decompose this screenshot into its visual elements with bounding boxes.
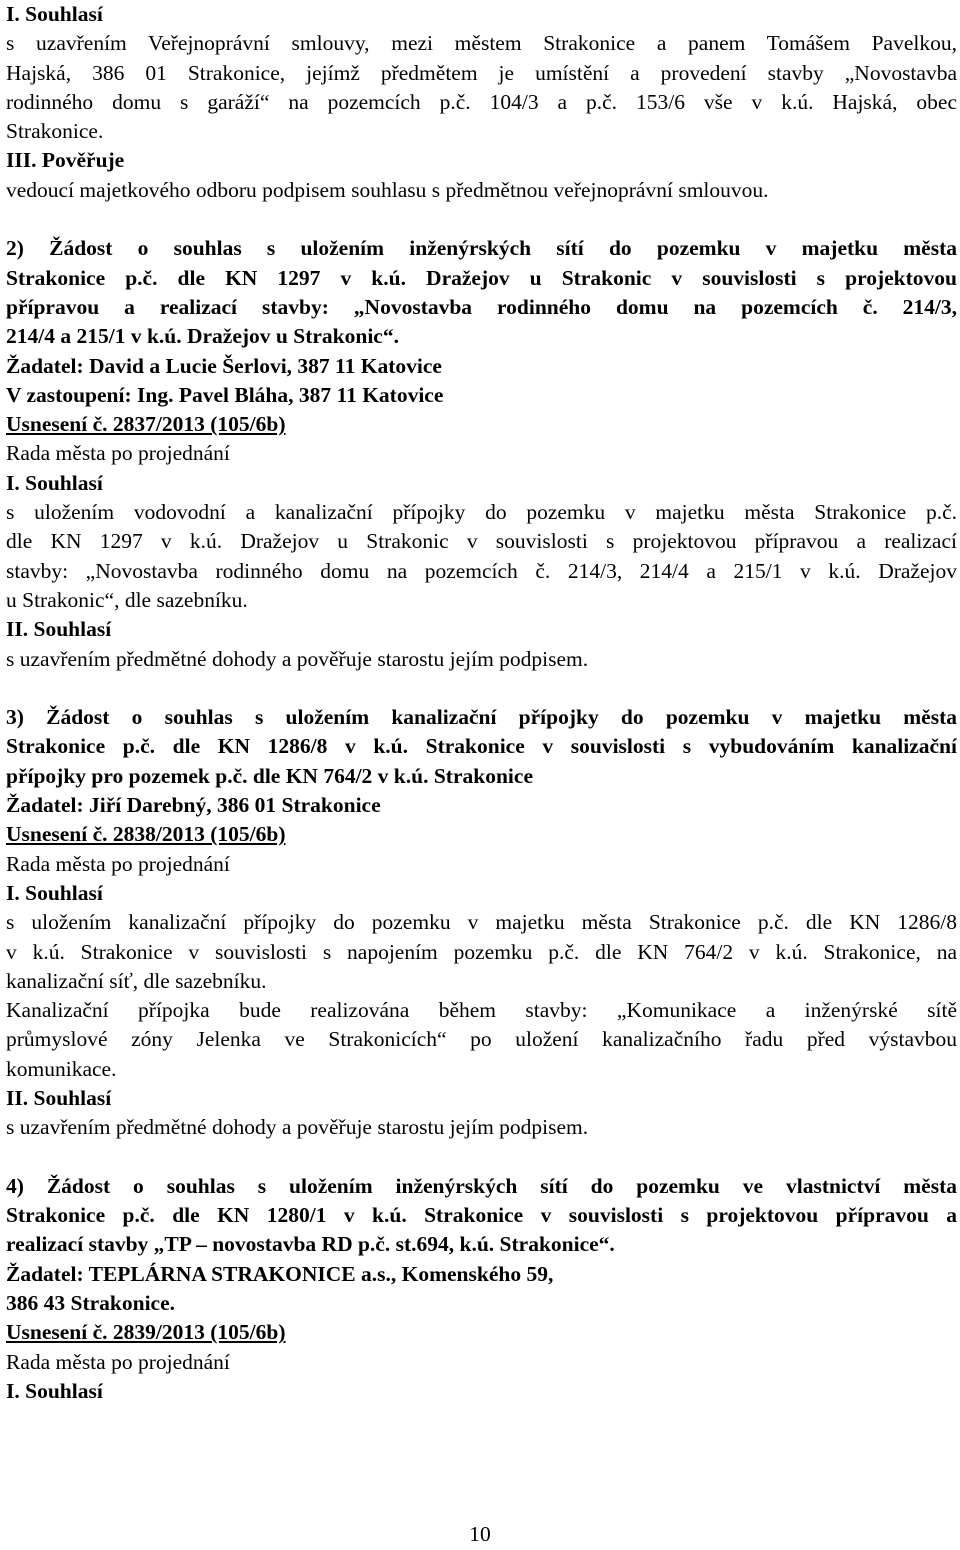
item-4-applicant: Žadatel: TEPLÁRNA STRAKONICE a.s., Komenského 59,	[6, 1261, 554, 1286]
item-4-title: 4) Žádost o souhlas s uložením inženýrských sítí do pozemku ve vlastnictví města	[6, 1173, 957, 1198]
paragraph-line: s uložením vodovodní a kanalizační přípojky do pozemku v majetku města Strakonice p.č.	[6, 500, 957, 525]
item-2-heading-souhlasi-2: II. Souhlasí	[6, 617, 112, 642]
paragraph-line: v k.ú. Strakonice v souvislosti s napojením pozemku p.č. dle KN 764/2 v k.ú. Strakonice, na	[6, 939, 957, 964]
item-3-resolution: Usnesení č. 2838/2013 (105/6b)	[6, 822, 286, 847]
item-4-heading-souhlasi: I. Souhlasí	[6, 1378, 103, 1403]
paragraph-line: rodinného domu s garáží“ na pozemcích p.č. 104/3 a p.č. 153/6 vše v k.ú. Hajská, obec	[6, 89, 957, 114]
item-3-heading-souhlasi-2: II. Souhlasí	[6, 1085, 112, 1110]
paragraph-line: vedoucí majetkového odboru podpisem souhlasu s předmětnou veřejnoprávní smlouvou.	[6, 177, 769, 202]
paragraph-line: Kanalizační přípojka bude realizována během stavby: „Komunikace a inženýrské sítě	[6, 998, 957, 1023]
document-page	[6, 0, 957, 1406]
paragraph-line: s uzavřením Veřejnoprávní smlouvy, mezi městem Strakonice a panem Tomášem Pavelkou,	[6, 31, 957, 56]
item-2-title: 2) Žádost o souhlas s uložením inženýrských sítí do pozemku v majetku města	[6, 236, 957, 261]
item-3-applicant: Žadatel: Jiří Darebný, 386 01 Strakonice	[6, 793, 381, 818]
paragraph-line: kanalizační síť, dle sazebníku.	[6, 968, 267, 993]
item-3-title: Strakonice p.č. dle KN 1286/8 v k.ú. Strakonice v souvislosti s vybudováním kanalizační	[6, 734, 957, 759]
item-2-title: Strakonice p.č. dle KN 1297 v k.ú. Dražejov u Strakonic v souvislosti s projektovou	[6, 265, 957, 290]
item-4-resolution: Usnesení č. 2839/2013 (105/6b)	[6, 1320, 286, 1345]
heading-poveruje: III. Pověřuje	[6, 148, 125, 173]
item-2-title: 214/4 a 215/1 v k.ú. Dražejov u Strakonic“.	[6, 324, 399, 349]
item-2-title: přípravou a realizací stavby: „Novostavba rodinného domu na pozemcích č. 214/3,	[6, 294, 957, 319]
item-4-applicant-address: 386 43 Strakonice.	[6, 1291, 176, 1316]
item-4-title: Strakonice p.č. dle KN 1280/1 v k.ú. Strakonice v souvislosti s projektovou přípravou a	[6, 1203, 957, 1228]
paragraph-line: Strakonice.	[6, 119, 104, 144]
item-3-heading-souhlasi: I. Souhlasí	[6, 880, 103, 905]
paragraph-line: s uzavřením předmětné dohody a pověřuje starostu jejím podpisem.	[6, 646, 589, 671]
item-4-title: realizací stavby „TP – novostavba RD p.č. st.694, k.ú. Strakonice“.	[6, 1232, 615, 1257]
item-4-council: Rada města po projednání	[6, 1349, 230, 1374]
paragraph-line: průmyslové zóny Jelenka ve Strakonicích“ po uložení kanalizačního řadu před výstavbou	[6, 1027, 957, 1052]
paragraph-line: dle KN 1297 v k.ú. Dražejov u Strakonic v souvislosti s projektovou přípravou a realizací	[6, 529, 957, 554]
paragraph-line: u Strakonic“, dle sazebníku.	[6, 587, 248, 612]
paragraph-line: Hajská, 386 01 Strakonice, jejímž předmětem je umístění a provedení stavby „Novostavba	[6, 60, 957, 85]
paragraph-line: s uložením kanalizační přípojky do pozemku v majetku města Strakonice p.č. dle KN 1286/8	[6, 910, 957, 935]
paragraph-line: stavby: „Novostavba rodinného domu na pozemcích č. 214/3, 214/4 a 215/1 v k.ú. Dražejov	[6, 558, 957, 583]
paragraph-line: komunikace.	[6, 1056, 117, 1081]
item-2-representative: V zastoupení: Ing. Pavel Bláha, 387 11 Katovice	[6, 382, 444, 407]
page-number: 10	[469, 1522, 491, 1546]
item-2-heading-souhlasi: I. Souhlasí	[6, 470, 103, 495]
paragraph-line: s uzavřením předmětné dohody a pověřuje starostu jejím podpisem.	[6, 1115, 589, 1140]
item-3-title: přípojky pro pozemek p.č. dle KN 764/2 v k.ú. Strakonice	[6, 763, 533, 788]
item-2-council: Rada města po projednání	[6, 441, 230, 466]
item-3-title: 3) Žádost o souhlas s uložením kanalizační přípojky do pozemku v majetku města	[6, 705, 957, 730]
item-3-council: Rada města po projednání	[6, 851, 230, 876]
heading-souhlasi: I. Souhlasí	[6, 2, 103, 26]
item-2-resolution: Usnesení č. 2837/2013 (105/6b)	[6, 412, 286, 437]
item-2-applicant: Žadatel: David a Lucie Šerlovi, 387 11 Katovice	[6, 353, 442, 378]
